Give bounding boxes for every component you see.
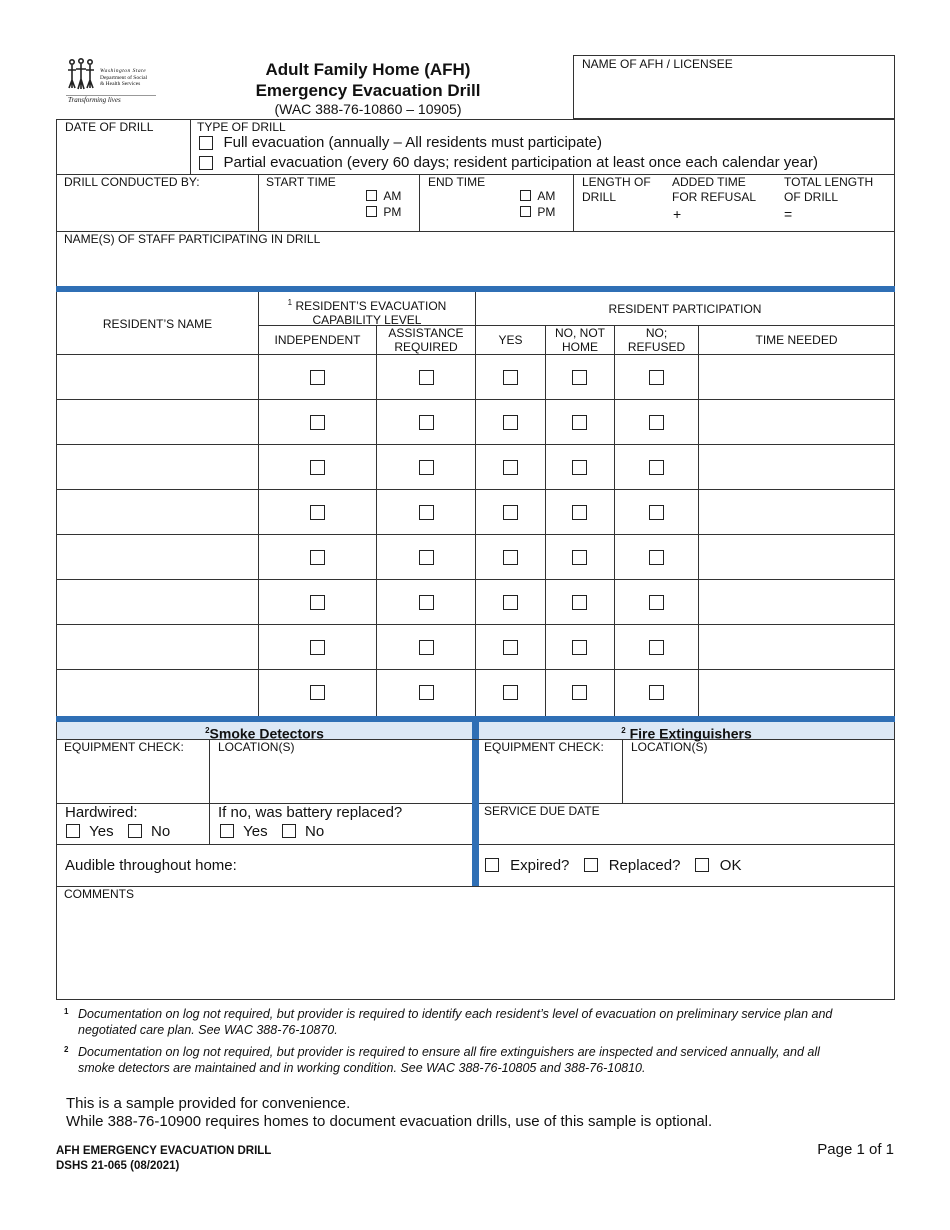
independent-checkbox[interactable] bbox=[310, 550, 325, 565]
footnote-1-marker: 1 bbox=[64, 1007, 69, 1016]
resident-name-field[interactable] bbox=[57, 400, 258, 444]
capability-header-1: RESIDENT’S EVACUATION bbox=[295, 299, 447, 313]
assistance-header-1: ASSISTANCE bbox=[388, 326, 464, 340]
date-of-drill-label: DATE OF DRILL bbox=[65, 120, 154, 134]
battery-no-label: No bbox=[305, 822, 325, 840]
independent-checkbox[interactable] bbox=[310, 685, 325, 700]
independent-header: INDEPENDENT bbox=[274, 333, 361, 347]
footnote-1 bbox=[64, 1006, 884, 1038]
battery-replaced-question: If no, was battery replaced? bbox=[218, 804, 403, 821]
assistance-checkbox[interactable] bbox=[419, 595, 434, 610]
resident-name-field[interactable] bbox=[57, 670, 258, 714]
dshs-logo bbox=[64, 58, 159, 108]
capability-footnote-ref: 1 bbox=[287, 298, 293, 307]
refused-checkbox[interactable] bbox=[649, 415, 664, 430]
logo-text-3: & Health Services bbox=[100, 81, 141, 87]
time-needed-field[interactable] bbox=[699, 445, 894, 489]
battery-yes-option[interactable] bbox=[220, 822, 268, 839]
yes-checkbox[interactable] bbox=[503, 640, 518, 655]
hardwired-yes-option[interactable] bbox=[66, 822, 114, 839]
partial-evacuation-label: Partial evacuation (every 60 days; resident participation at least once each calendar year) bbox=[223, 154, 818, 171]
no-not-home-header-2: HOME bbox=[562, 340, 598, 354]
total-length-label-1: TOTAL LENGTH bbox=[784, 175, 874, 189]
yes-checkbox[interactable] bbox=[503, 415, 518, 430]
not-home-checkbox[interactable] bbox=[572, 640, 587, 655]
fire-locations-label: LOCATION(S) bbox=[631, 740, 708, 754]
time-needed-field[interactable] bbox=[699, 490, 894, 534]
start-am-label: AM bbox=[383, 188, 402, 203]
independent-checkbox[interactable] bbox=[310, 640, 325, 655]
assistance-checkbox[interactable] bbox=[419, 685, 434, 700]
table-row bbox=[56, 354, 895, 399]
not-home-checkbox[interactable] bbox=[572, 685, 587, 700]
independent-checkbox[interactable] bbox=[310, 460, 325, 475]
resident-name-field[interactable] bbox=[57, 355, 258, 399]
expired-option[interactable] bbox=[485, 856, 569, 873]
service-due-date-label: SERVICE DUE DATE bbox=[484, 804, 600, 818]
full-evacuation-option[interactable] bbox=[199, 134, 602, 152]
full-evacuation-label: Full evacuation (annually – All residents must participate) bbox=[223, 134, 602, 151]
fire-equipment-check-field[interactable] bbox=[480, 740, 622, 803]
audible-throughout-home-label: Audible throughout home: bbox=[65, 857, 237, 874]
start-pm-checkbox[interactable] bbox=[366, 206, 377, 217]
resident-name-field[interactable] bbox=[57, 535, 258, 579]
resident-name-field[interactable] bbox=[57, 625, 258, 669]
hardwired-yes-label: Yes bbox=[89, 822, 114, 840]
hardwired-no-option[interactable] bbox=[128, 822, 170, 839]
length-of-drill-label-2: DRILL bbox=[582, 190, 617, 204]
hardwired-yes-checkbox[interactable] bbox=[66, 824, 80, 838]
not-home-checkbox[interactable] bbox=[572, 370, 587, 385]
refused-checkbox[interactable] bbox=[649, 685, 664, 700]
footnote-2-line-1: Documentation on log not required, but provider is required to ensure all fire extinguishers are inspected and serviced annually, and all bbox=[78, 1045, 820, 1059]
form-title-line1: Adult Family Home (AFH) bbox=[265, 60, 471, 79]
refused-checkbox[interactable] bbox=[649, 505, 664, 520]
comments-field[interactable] bbox=[57, 887, 894, 999]
ok-label: OK bbox=[719, 856, 742, 874]
refused-checkbox[interactable] bbox=[649, 370, 664, 385]
capability-header-2: CAPABILITY LEVEL bbox=[312, 313, 422, 327]
start-pm-option[interactable] bbox=[366, 204, 401, 219]
total-length-label-2: OF DRILL bbox=[784, 190, 839, 204]
independent-checkbox[interactable] bbox=[310, 595, 325, 610]
assistance-checkbox[interactable] bbox=[419, 550, 434, 565]
equals-sign: = bbox=[784, 206, 793, 222]
yes-checkbox[interactable] bbox=[503, 550, 518, 565]
independent-checkbox[interactable] bbox=[310, 505, 325, 520]
drill-conducted-by-label: DRILL CONDUCTED BY: bbox=[64, 175, 200, 189]
date-of-drill-field[interactable] bbox=[57, 120, 190, 174]
not-home-checkbox[interactable] bbox=[572, 505, 587, 520]
assistance-checkbox[interactable] bbox=[419, 640, 434, 655]
ok-option[interactable] bbox=[695, 856, 742, 873]
end-pm-option[interactable] bbox=[520, 204, 555, 219]
afh-name-label: NAME OF AFH / LICENSEE bbox=[582, 57, 733, 71]
smoke-locations-label: LOCATION(S) bbox=[218, 740, 295, 754]
time-needed-field[interactable] bbox=[699, 625, 894, 669]
afh-name-field[interactable] bbox=[573, 55, 895, 119]
participation-header: RESIDENT PARTICIPATION bbox=[608, 302, 762, 316]
hardwired-no-checkbox[interactable] bbox=[128, 824, 142, 838]
battery-no-option[interactable] bbox=[282, 822, 324, 839]
time-needed-field[interactable] bbox=[699, 355, 894, 399]
fire-equipment-check-label: EQUIPMENT CHECK: bbox=[484, 740, 604, 754]
footer-form-title: AFH EMERGENCY EVACUATION DRILL bbox=[56, 1145, 272, 1157]
start-am-checkbox[interactable] bbox=[366, 190, 377, 201]
ok-checkbox[interactable] bbox=[695, 858, 709, 872]
replaced-checkbox[interactable] bbox=[584, 858, 598, 872]
partial-evacuation-option[interactable] bbox=[199, 154, 818, 172]
no-not-home-header-1: NO, NOT bbox=[555, 326, 605, 340]
time-needed-field[interactable] bbox=[699, 580, 894, 624]
residents-name-header: RESIDENT’S NAME bbox=[102, 317, 213, 331]
expired-label: Expired? bbox=[510, 856, 570, 874]
refused-checkbox[interactable] bbox=[649, 640, 664, 655]
not-home-checkbox[interactable] bbox=[572, 460, 587, 475]
start-am-option[interactable] bbox=[366, 188, 401, 203]
full-evacuation-checkbox[interactable] bbox=[199, 136, 213, 150]
time-needed-header: TIME NEEDED bbox=[755, 333, 838, 347]
table-row bbox=[56, 624, 895, 669]
page-number: Page 1 of 1 bbox=[817, 1141, 894, 1158]
table-row bbox=[56, 489, 895, 534]
assistance-checkbox[interactable] bbox=[419, 505, 434, 520]
yes-checkbox[interactable] bbox=[503, 685, 518, 700]
comments-label: COMMENTS bbox=[64, 887, 134, 901]
footnote-2-marker: 2 bbox=[64, 1045, 69, 1054]
table-row bbox=[56, 669, 895, 714]
table-row bbox=[56, 579, 895, 624]
expired-checkbox[interactable] bbox=[485, 858, 499, 872]
fire-locations-field[interactable] bbox=[623, 740, 894, 803]
end-am-label: AM bbox=[537, 188, 556, 203]
yes-checkbox[interactable] bbox=[503, 595, 518, 610]
smoke-equipment-check-field[interactable] bbox=[57, 740, 209, 803]
start-time-label: START TIME bbox=[266, 175, 336, 189]
footnote-1-line-1: Documentation on log not required, but provider is required to identify each resident’s level of evacuation on preliminary service plan and bbox=[78, 1007, 833, 1021]
time-needed-field[interactable] bbox=[699, 400, 894, 444]
plus-sign: + bbox=[673, 206, 682, 222]
yes-checkbox[interactable] bbox=[503, 460, 518, 475]
form-title-line2: Emergency Evacuation Drill bbox=[255, 81, 481, 100]
fire-footnote-ref: 2 bbox=[621, 726, 626, 735]
partial-evacuation-checkbox[interactable] bbox=[199, 156, 213, 170]
smoke-locations-field[interactable] bbox=[210, 740, 472, 803]
added-time-label-2: FOR REFUSAL bbox=[672, 190, 757, 204]
logo-text-2: Department of Social bbox=[100, 74, 148, 81]
start-pm-label: PM bbox=[383, 204, 402, 219]
end-time-label: END TIME bbox=[428, 175, 486, 189]
refused-checkbox[interactable] bbox=[649, 550, 664, 565]
independent-checkbox[interactable] bbox=[310, 370, 325, 385]
assistance-checkbox[interactable] bbox=[419, 415, 434, 430]
table-row bbox=[56, 399, 895, 444]
smoke-equipment-check-label: EQUIPMENT CHECK: bbox=[64, 740, 184, 754]
resident-name-field[interactable] bbox=[57, 445, 258, 489]
footnote-1-line-2: negotiated care plan. See WAC 388-76-10870. bbox=[78, 1023, 338, 1037]
replaced-label: Replaced? bbox=[608, 856, 681, 874]
not-home-checkbox[interactable] bbox=[572, 415, 587, 430]
logo-text-1: Washington State bbox=[100, 68, 147, 74]
not-home-checkbox[interactable] bbox=[572, 595, 587, 610]
end-pm-checkbox[interactable] bbox=[520, 206, 531, 217]
time-needed-field[interactable] bbox=[699, 670, 894, 714]
footnote-2-line-2: smoke detectors are maintained and in working condition. See WAC 388-76-10805 and 388-76-10810. bbox=[78, 1061, 646, 1075]
table-row bbox=[56, 534, 895, 579]
battery-no-checkbox[interactable] bbox=[282, 824, 296, 838]
resident-name-field[interactable] bbox=[57, 490, 258, 534]
no-refused-header-1: NO; bbox=[645, 326, 668, 340]
type-of-drill-label: TYPE OF DRILL bbox=[197, 120, 286, 134]
smoke-footnote-ref: 2 bbox=[205, 726, 210, 735]
length-of-drill-label-1: LENGTH OF bbox=[582, 175, 651, 189]
no-refused-header-2: REFUSED bbox=[627, 340, 686, 354]
battery-yes-label: Yes bbox=[243, 822, 268, 840]
assistance-checkbox[interactable] bbox=[419, 460, 434, 475]
assistance-header-2: REQUIRED bbox=[394, 340, 458, 354]
logo-tagline: Transforming lives bbox=[68, 96, 121, 104]
refused-checkbox[interactable] bbox=[649, 595, 664, 610]
yes-checkbox[interactable] bbox=[503, 505, 518, 520]
logo-emblem-icon bbox=[64, 58, 98, 92]
not-home-checkbox[interactable] bbox=[572, 550, 587, 565]
smoke-detectors-title: Smoke Detectors bbox=[209, 725, 324, 742]
footnote-2 bbox=[64, 1044, 884, 1076]
end-am-option[interactable] bbox=[520, 188, 555, 203]
end-pm-label: PM bbox=[537, 204, 556, 219]
fire-extinguishers-title: Fire Extinguishers bbox=[629, 725, 752, 742]
added-time-label-1: ADDED TIME bbox=[672, 175, 746, 189]
yes-header: YES bbox=[498, 333, 523, 347]
footer-form-number: DSHS 21-065 (08/2021) bbox=[56, 1160, 180, 1172]
sample-notice-line-1: This is a sample provided for convenience. bbox=[66, 1095, 351, 1112]
battery-yes-checkbox[interactable] bbox=[220, 824, 234, 838]
staff-names-label: NAME(S) OF STAFF PARTICIPATING IN DRILL bbox=[64, 232, 321, 246]
time-needed-field[interactable] bbox=[699, 535, 894, 579]
end-am-checkbox[interactable] bbox=[520, 190, 531, 201]
assistance-checkbox[interactable] bbox=[419, 370, 434, 385]
table-row bbox=[56, 444, 895, 489]
yes-checkbox[interactable] bbox=[503, 370, 518, 385]
hardwired-label: Hardwired: bbox=[65, 804, 138, 821]
hardwired-no-label: No bbox=[151, 822, 171, 840]
staff-names-field[interactable] bbox=[57, 232, 894, 286]
resident-name-field[interactable] bbox=[57, 580, 258, 624]
sample-notice-line-2: While 388-76-10900 requires homes to document evacuation drills, use of this sample is optional. bbox=[66, 1113, 713, 1130]
replaced-option[interactable] bbox=[584, 856, 681, 873]
wac-reference: (WAC 388-76-10860 – 10905) bbox=[274, 101, 462, 117]
service-due-date-field[interactable] bbox=[480, 804, 894, 844]
refused-checkbox[interactable] bbox=[649, 460, 664, 475]
independent-checkbox[interactable] bbox=[310, 415, 325, 430]
